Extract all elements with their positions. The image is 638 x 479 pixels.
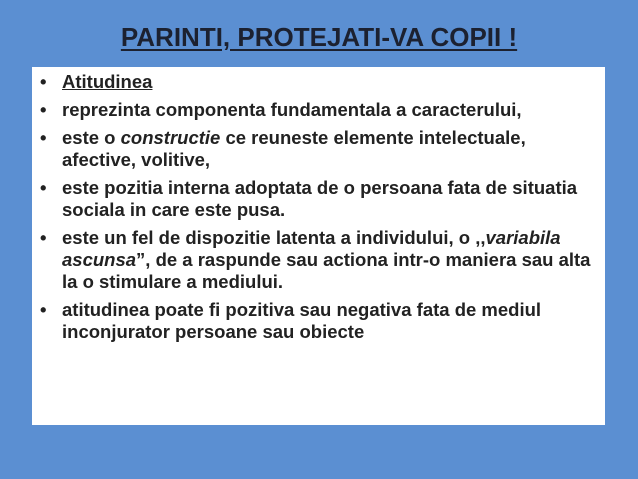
bullet-item	[34, 99, 597, 121]
bullet-italic-text: variabila ascunsa	[62, 227, 561, 270]
slide-title	[0, 22, 638, 53]
bullet-text: este un fel de dispozitie latenta a individului, o ,,	[62, 227, 486, 248]
bullet-item	[34, 127, 597, 171]
bullet-text: ce reuneste elemente intelectuale, afective, volitive,	[62, 127, 526, 170]
bullet-italic-text: constructie	[120, 127, 221, 148]
bullet-text: ”, de a raspunde sau actiona intr-o maniera sau alta la o stimulare a mediului.	[62, 249, 591, 292]
bullet-list	[32, 67, 605, 343]
bullet-item	[34, 177, 597, 221]
content-box	[32, 67, 605, 425]
bullet-text: reprezinta componenta fundamentala a caracterului,	[62, 99, 522, 120]
bullet-text: este o	[62, 127, 121, 148]
bullet-heading: Atitudinea	[62, 71, 153, 92]
slide-title-text: PARINTI, PROTEJATI-VA COPII !	[120, 22, 518, 52]
bullet-item	[34, 299, 597, 343]
bullet-text: atitudinea poate fi pozitiva sau negativa fata de mediul inconjurator persoane sau obiecte	[62, 299, 542, 342]
bullet-text: este pozitia interna adoptata de o persoana fata de situatia sociala in care este pusa.	[62, 177, 578, 220]
bullet-item	[34, 227, 597, 293]
bullet-item	[34, 71, 597, 93]
